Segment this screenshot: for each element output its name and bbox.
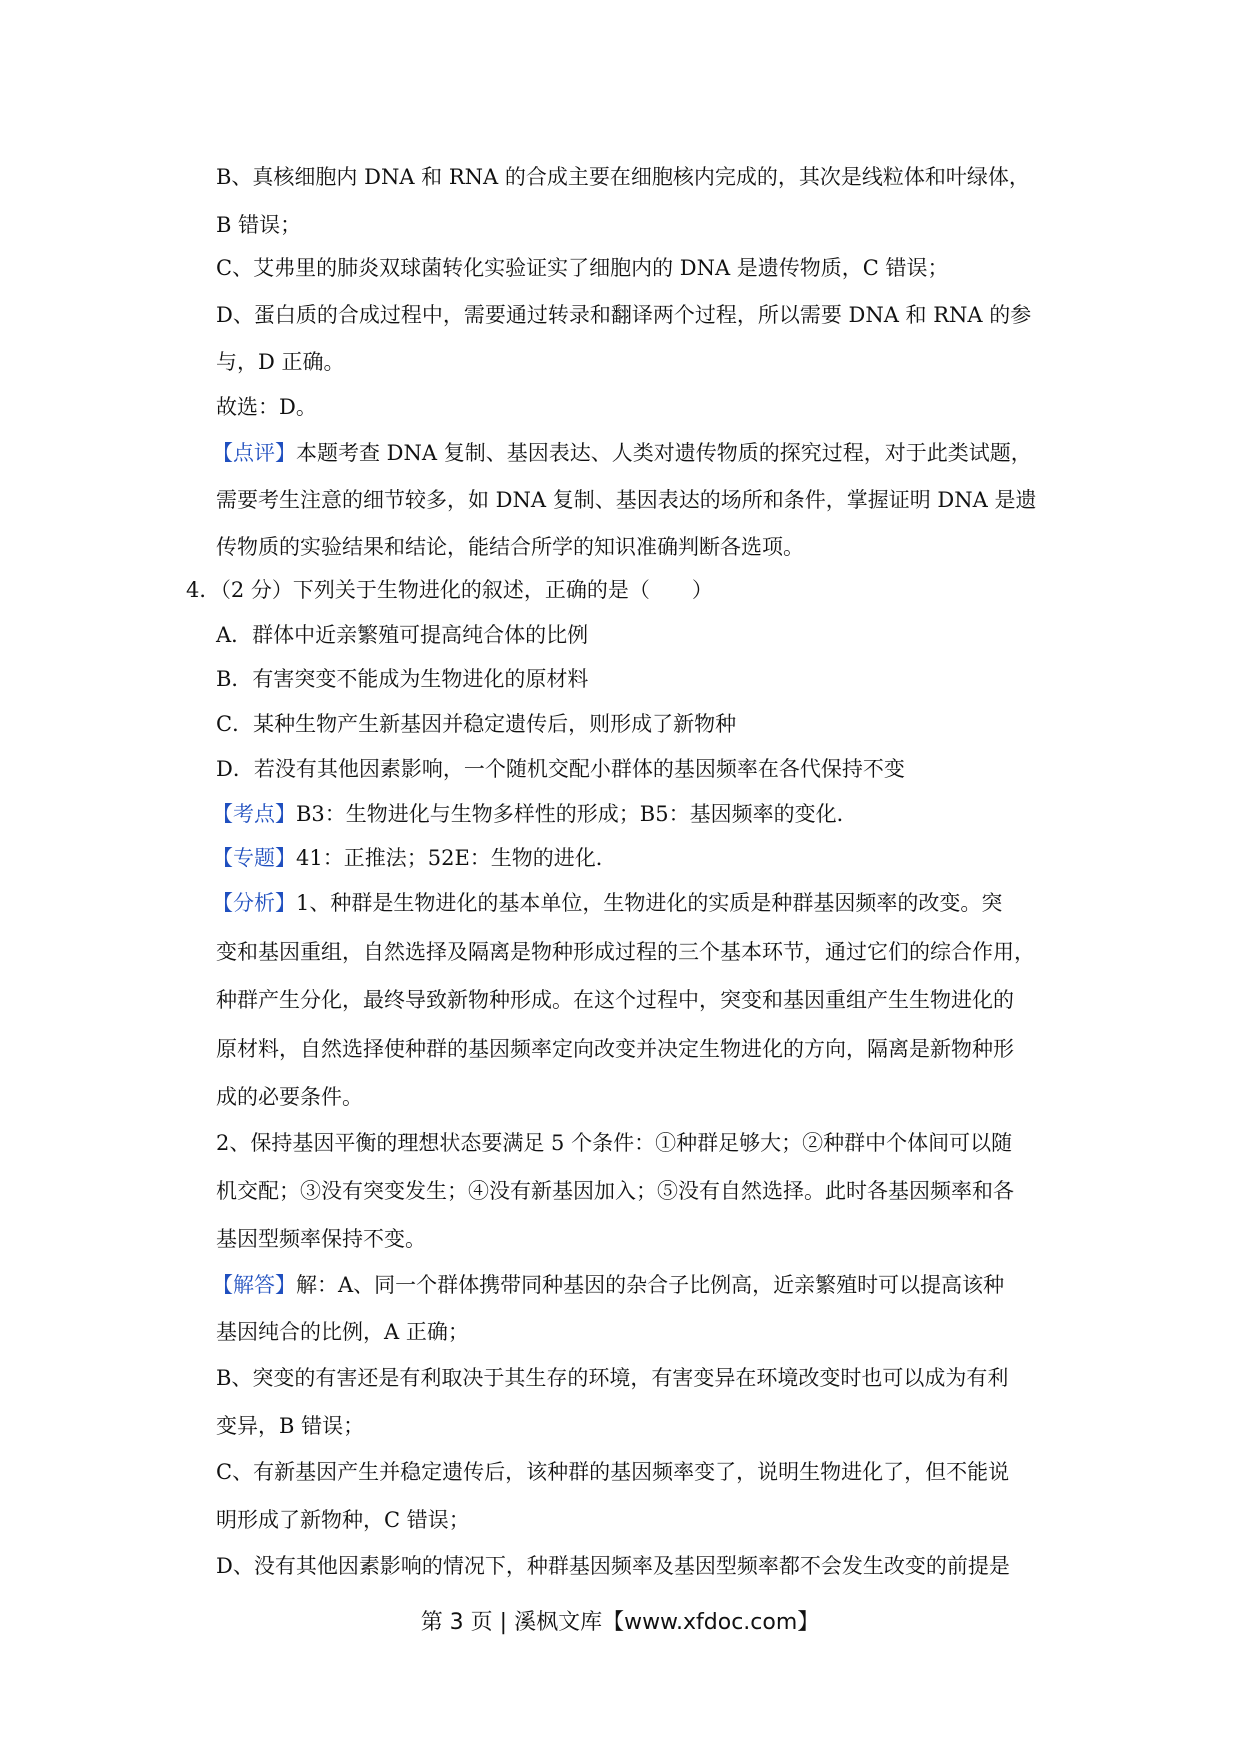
comment-line [212,439,1032,467]
comment-tag: 【点评】 [212,441,296,465]
answer-text-line: B 错误； [216,213,302,237]
comment-line: 传物质的实验结果和结论，能结合所学的知识准确判断各选项。 [216,535,804,559]
analysis-text: 1、种群是生物进化的基本单位，生物进化的实质是种群基因频率的改变。突 [296,891,1003,915]
answer-line: 明形成了新物种，C 错误； [216,1508,470,1532]
answer-line: C、有新基因产生并稳定遗传后，该种群的基因频率变了，说明生物进化了，但不能说 [216,1460,1010,1484]
answer-line: D、没有其他因素影响的情况下，种群基因频率及基因型频率都不会发生改变的前提是 [216,1554,1010,1578]
option-d: D．若没有其他因素影响，一个随机交配小群体的基因频率在各代保持不变 [216,757,905,781]
comment-line: 需要考生注意的细节较多，如 DNA 复制、基因表达的场所和条件，掌握证明 DNA 是遗 [216,488,1037,512]
answer-text-line: D、蛋白质的合成过程中，需要通过转录和翻译两个过程，所以需要 DNA 和 RNA 的参 [216,303,1032,327]
kaodian-tag: 【考点】 [212,802,296,826]
analysis-line: 基因型频率保持不变。 [216,1227,426,1251]
zhuanti-tag: 【专题】 [212,846,296,870]
comment-text: 本题考查 DNA 复制、基因表达、人类对遗传物质的探究过程，对于此类试题， [296,441,1032,465]
question-stem: 4．（2 分）下列关于生物进化的叙述，正确的是（ ） [186,578,713,602]
zhuanti-line [212,844,617,872]
kaodian-line [212,800,858,828]
answer-text-line: 故选：D。 [216,395,317,419]
analysis-tag: 【分析】 [212,891,296,915]
analysis-line [212,889,1002,917]
answer-line: B、突变的有害还是有利取决于其生存的环境，有害变异在环境改变时也可以成为有利 [216,1366,1009,1390]
zhuanti-text: 41：正推法；52E：生物的进化． [296,846,617,870]
answer-line: 变异，B 错误； [216,1414,365,1438]
answer-line: 基因纯合的比例，A 正确； [216,1320,469,1344]
option-c: C．某种生物产生新基因并稳定遗传后，则形成了新物种 [216,712,737,736]
kaodian-text: B3：生物进化与生物多样性的形成；B5：基因频率的变化． [296,802,858,826]
analysis-line: 2、保持基因平衡的理想状态要满足 5 个条件：①种群足够大；②种群中个体间可以随 [216,1131,1013,1155]
option-a: A．群体中近亲繁殖可提高纯合体的比例 [216,623,589,647]
analysis-line: 机交配；③没有突变发生；④没有新基因加入；⑤没有自然选择。此时各基因频率和各 [216,1179,1014,1203]
analysis-line: 变和基因重组，自然选择及隔离是物种形成过程的三个基本环节，通过它们的综合作用， [216,940,1035,964]
answer-text-line: C、艾弗里的肺炎双球菌转化实验证实了细胞内的 DNA 是遗传物质，C 错误； [216,256,949,280]
answer-line [212,1271,1004,1299]
analysis-line: 成的必要条件。 [216,1085,363,1109]
analysis-line: 种群产生分化，最终导致新物种形成。在这个过程中，突变和基因重组产生生物进化的 [216,988,1014,1012]
page-footer: 第 3 页 | 溪枫文库【www.xfdoc.com】 [420,1610,820,1635]
answer-tag: 【解答】 [212,1273,296,1297]
option-b: B．有害突变不能成为生物进化的原材料 [216,667,589,691]
answer-text: 解：A、同一个群体携带同种基因的杂合子比例高，近亲繁殖时可以提高该种 [296,1273,1005,1297]
answer-text-line: B、真核细胞内 DNA 和 RNA 的合成主要在细胞核内完成的，其次是线粒体和叶绿体， [216,165,1030,189]
answer-text-line: 与，D 正确。 [216,350,345,374]
analysis-line: 原材料，自然选择使种群的基因频率定向改变并决定生物进化的方向，隔离是新物种形 [216,1037,1014,1061]
